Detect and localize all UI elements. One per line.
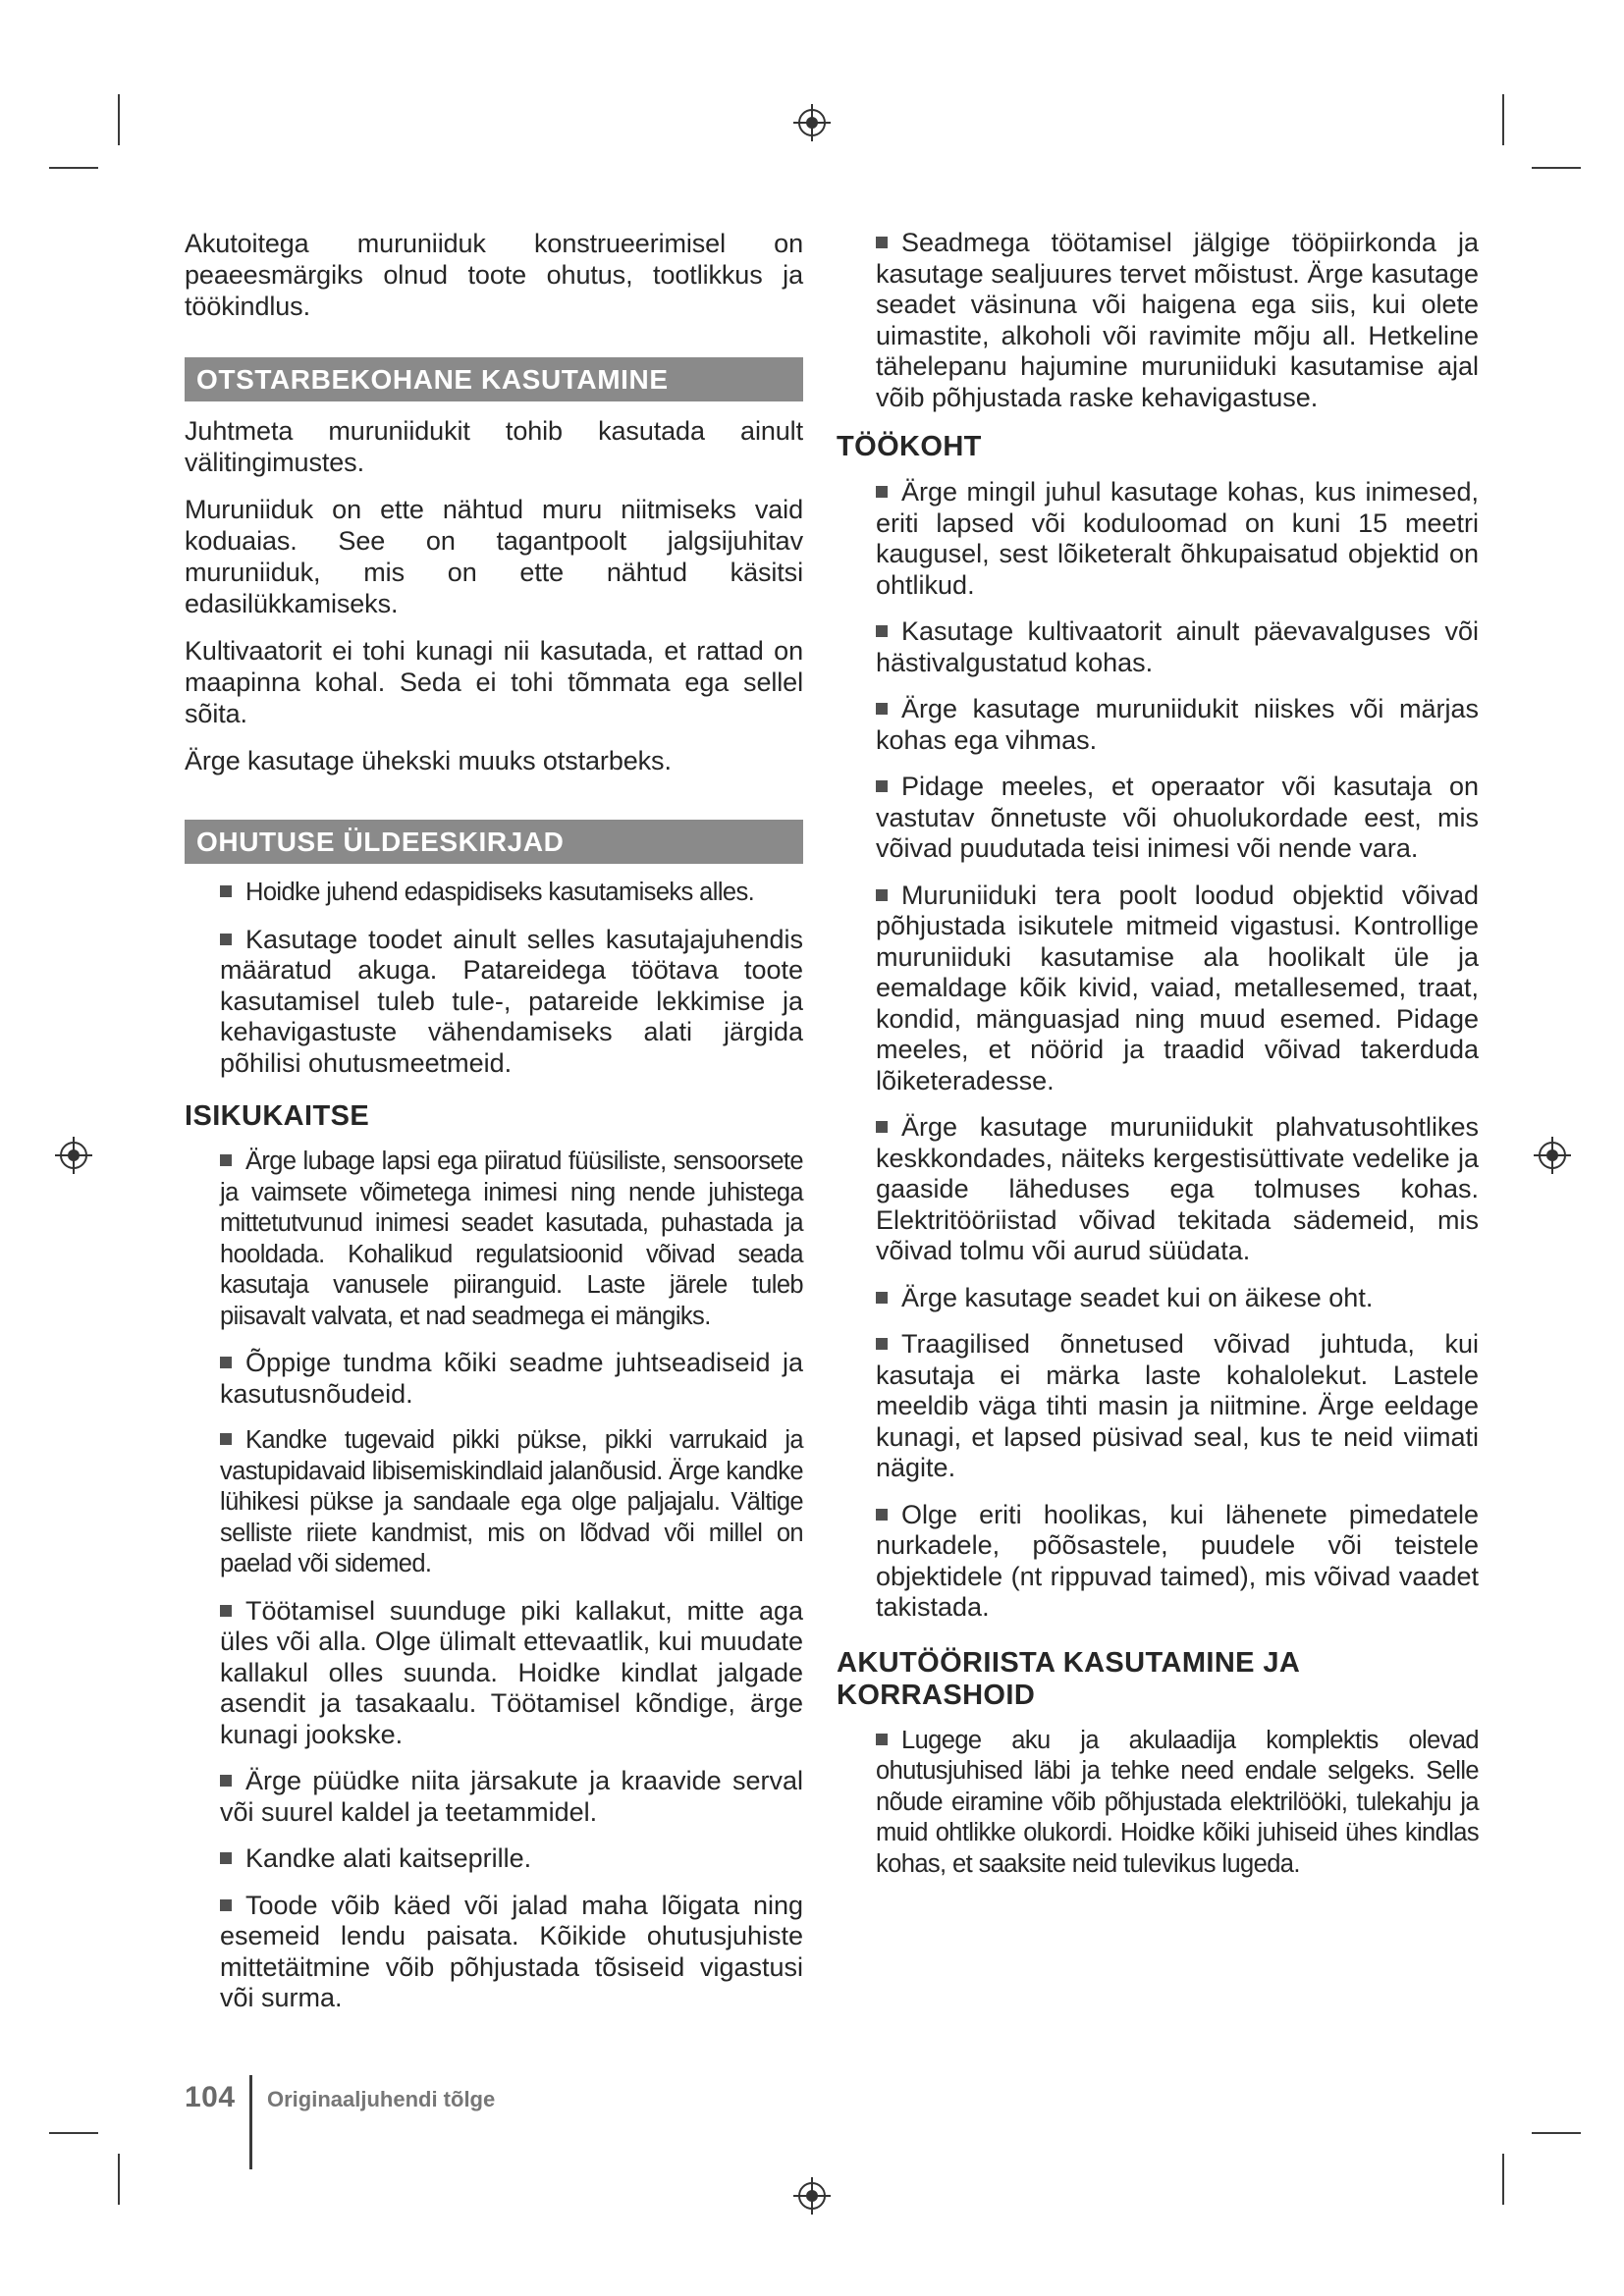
square-bullet-icon (220, 1433, 232, 1445)
list-item: Toode võib käed või jalad maha lõigata ning esemeid lendu paisata. Kõikide ohutusjuhiste mittetäitmine võib põhjustada tõsiseid vigastusi või surma. (220, 1890, 803, 2012)
bullet-list (837, 477, 1479, 1624)
square-bullet-icon (220, 1775, 232, 1787)
body-paragraph: Ärge kasutage ühekski muuks otstarbeks. (185, 746, 672, 775)
bullet-list (185, 1147, 803, 2014)
square-bullet-icon (876, 703, 888, 715)
square-bullet-icon (220, 934, 232, 945)
square-bullet-icon (876, 237, 888, 248)
crop-mark-top-left-h (49, 167, 98, 169)
bullet-list (837, 228, 1479, 413)
square-bullet-icon (876, 1509, 888, 1521)
crop-mark-bottom-right-h (1532, 2132, 1581, 2134)
list-item: Ärge kasutage muruniidukit niiskes või märjas kohas ega vihmas. (876, 694, 1479, 755)
list-item: Muruniiduki tera poolt loodud objektid võivad põhjustada isikutele mitmeid vigastusi. Kontrollige muruniiduki kasutamise ala hoolikalt üle ja eemaldage kõik kivid, vaiad, metallesemed, traat, kondid, mänguasjad ning muud esemed. Pidage meeles, et nöörid ja traadid võivad takerduda lõiketeradesse. (876, 880, 1479, 1095)
list-item: Töötamisel suunduge piki kallakut, mitte aga üles või alla. Olge ülimalt ettevaatlik, kui muudate kallakul olles suunda. Hoidke kindlat jalgade asendit ja tasakaalu. Töötamisel kõndige, ärge kunagi jookske. (220, 1595, 803, 1749)
square-bullet-icon (876, 1121, 888, 1133)
subheading-battery-tool-use: AKUTÖÖRIISTA KASUTAMINE JA KORRASHOID (837, 1646, 1300, 1711)
square-bullet-icon (876, 780, 888, 792)
crop-mark-bottom-left-h (49, 2132, 98, 2134)
list-item: Ärge mingil juhul kasutage kohas, kus inimesed, eriti lapsed või koduloomad on kuni 15 meetri kaugusel, sest lõiketeralt õhkupaisatud objektid on ohtlikud. (876, 477, 1479, 600)
list-item: Lugege aku ja akulaadija komplektis olevad ohutusjuhised läbi ja tehke need endale selgeks. Selle nõude eiramine võib põhjustada elektrilööki, tulekahju ja muid ohtlikke olukordi. Hoidke kõiki juhiseid ühes kindlas kohas, et saaksite neid tulevikus lugeda. (876, 1726, 1479, 1878)
registration-mark-bottom-icon (791, 2175, 833, 2216)
square-bullet-icon (220, 1154, 232, 1166)
square-bullet-icon (220, 1852, 232, 1864)
subheading-personal-protection: ISIKUKAITSE (185, 1100, 370, 1132)
registration-mark-top-icon (791, 102, 833, 143)
list-item: Õppige tundma kõiki seadme juhtseadiseid ja kasutusnõudeid. (220, 1348, 803, 1409)
square-bullet-icon (220, 885, 232, 897)
footer-caption: Originaaljuhendi tõlge (267, 2087, 496, 2111)
crop-mark-top-right-h (1532, 167, 1581, 169)
body-paragraph: Kultivaatorit ei tohi kunagi nii kasutada, et rattad on maapinna kohal. Seda ei tohi tõmmata ega sellel sõita. (185, 636, 803, 728)
crop-mark-top-right (1502, 94, 1504, 145)
list-item: Hoidke juhend edaspidiseks kasutamiseks alles. (220, 878, 803, 909)
bullet-list (185, 878, 803, 1079)
list-item: Ärge püüdke niita järsakute ja kraavide serval või suurel kaldel ja teetammidel. (220, 1766, 803, 1827)
section-title-general-safety: OHUTUSE ÜLDEESKIRJAD (185, 820, 803, 864)
registration-mark-right-icon (1532, 1135, 1573, 1176)
list-item: Ärge lubage lapsi ega piiratud füüsiliste, sensoorsete ja vaimsete võimetega inimesi ning nende juhistega mittetutvunud inimesi seadet kasutada, puhastada ja hooldada. Kohalikud regulatsioonid võivad seada kasutaja vanusele piiranguid. Laste järele tuleb piisavalt valvata, et nad seadmega ei mängiks. (220, 1148, 803, 1330)
registration-mark-left-icon (53, 1135, 94, 1176)
list-item: Pidage meeles, et operaator või kasutaja on vastutav õnnetuste või ohuolukordade eest, mis võivad puudutada teisi inimesi või nende vara. (876, 772, 1479, 863)
list-item: Traagilised õnnetused võivad juhtuda, kui kasutaja ei märka laste kohalolekut. Lastele meeldib väga tihti masin ja niitmine. Ärge eeldage kunagi, et lapsed püsivad seal, kus te neid viimati nägite. (876, 1329, 1479, 1482)
square-bullet-icon (876, 889, 888, 901)
intro-paragraph: Akutoitega muruniiduk konstrueerimisel on peaeesmärgiks olnud toote ohutus, tootlikkus ja töökindlus. (185, 229, 803, 321)
square-bullet-icon (220, 1899, 232, 1911)
list-item: Kasutage kultivaatorit ainult päevavalguses või hästivalgustatud kohas. (876, 616, 1479, 677)
body-paragraph: Juhtmeta muruniidukit tohib kasutada ainult välitingimustes. (185, 416, 803, 477)
square-bullet-icon (876, 1734, 888, 1745)
list-item: Olge eriti hoolikas, kui lähenete pimedatele nurkadele, põõsastele, puudele või teistele objektidele (nt rippuvad taimed), mis võivad vaadet takistada. (876, 1499, 1479, 1622)
subheading-workplace: TÖÖKOHT (837, 431, 982, 462)
square-bullet-icon (876, 1338, 888, 1350)
list-item: Kandke alati kaitseprille. (220, 1843, 803, 1875)
list-item: Kandke tugevaid pikki pükse, pikki varrukaid ja vastupidavaid libisemiskindlaid jalanõusid. Ärge kandke lühikesi pükse ja sandaale ega olge paljajalu. Vältige selliste riiete kandmist, mis on lõdvad või millel on paelad või sidemed. (220, 1426, 803, 1577)
crop-mark-bottom-right (1502, 2154, 1504, 2205)
section-title-intended-use: OTSTARBEKOHANE KASUTAMINE (185, 357, 803, 401)
left-column (185, 228, 803, 2030)
bullet-list (837, 1726, 1479, 1881)
list-item: Seadmega töötamisel jälgige tööpiirkonda ja kasutage sealjuures tervet mõistust. Ärge kasutage seadet väsinuna või haigena ega siis, kui olete uimastite, alkoholi või ravimite mõju all. Hetkeline tähelepanu hajumine muruniiduki kasutamise ajal võib põhjustada raske kehavigastuse. (876, 228, 1479, 412)
right-column (837, 228, 1479, 1896)
square-bullet-icon (220, 1605, 232, 1617)
page-number: 104 (185, 2081, 236, 2113)
footer-divider (249, 2075, 252, 2169)
list-item: Ärge kasutage muruniidukit plahvatusohtlikes keskkondades, näiteks kergestisüttivate vedelike ja gaaside läheduses ega tolmuses kohas. Elektritööriistad võivad tekitada sädemeid, mis võivad tolmu või aurud süüdata. (876, 1112, 1479, 1265)
list-item: Ärge kasutage seadet kui on äikese oht. (876, 1283, 1479, 1314)
crop-mark-top-left (118, 94, 120, 145)
body-paragraph: Muruniiduk on ette nähtud muru niitmiseks vaid koduaias. See on tagantpoolt jalgsijuhitav muruniiduk, mis on ette nähtud käsitsi edasilükkamiseks. (185, 495, 803, 618)
square-bullet-icon (876, 1292, 888, 1304)
square-bullet-icon (220, 1357, 232, 1368)
square-bullet-icon (876, 486, 888, 498)
list-item: Kasutage toodet ainult selles kasutajajuhendis määratud akuga. Patareidega töötava toote kasutamisel tuleb tule-, patareide lekkimise ja kehavigastuste vähendamiseks alati järgida põhilisi ohutusmeetmeid. (220, 924, 803, 1078)
square-bullet-icon (876, 625, 888, 637)
crop-mark-bottom-left (118, 2154, 120, 2205)
